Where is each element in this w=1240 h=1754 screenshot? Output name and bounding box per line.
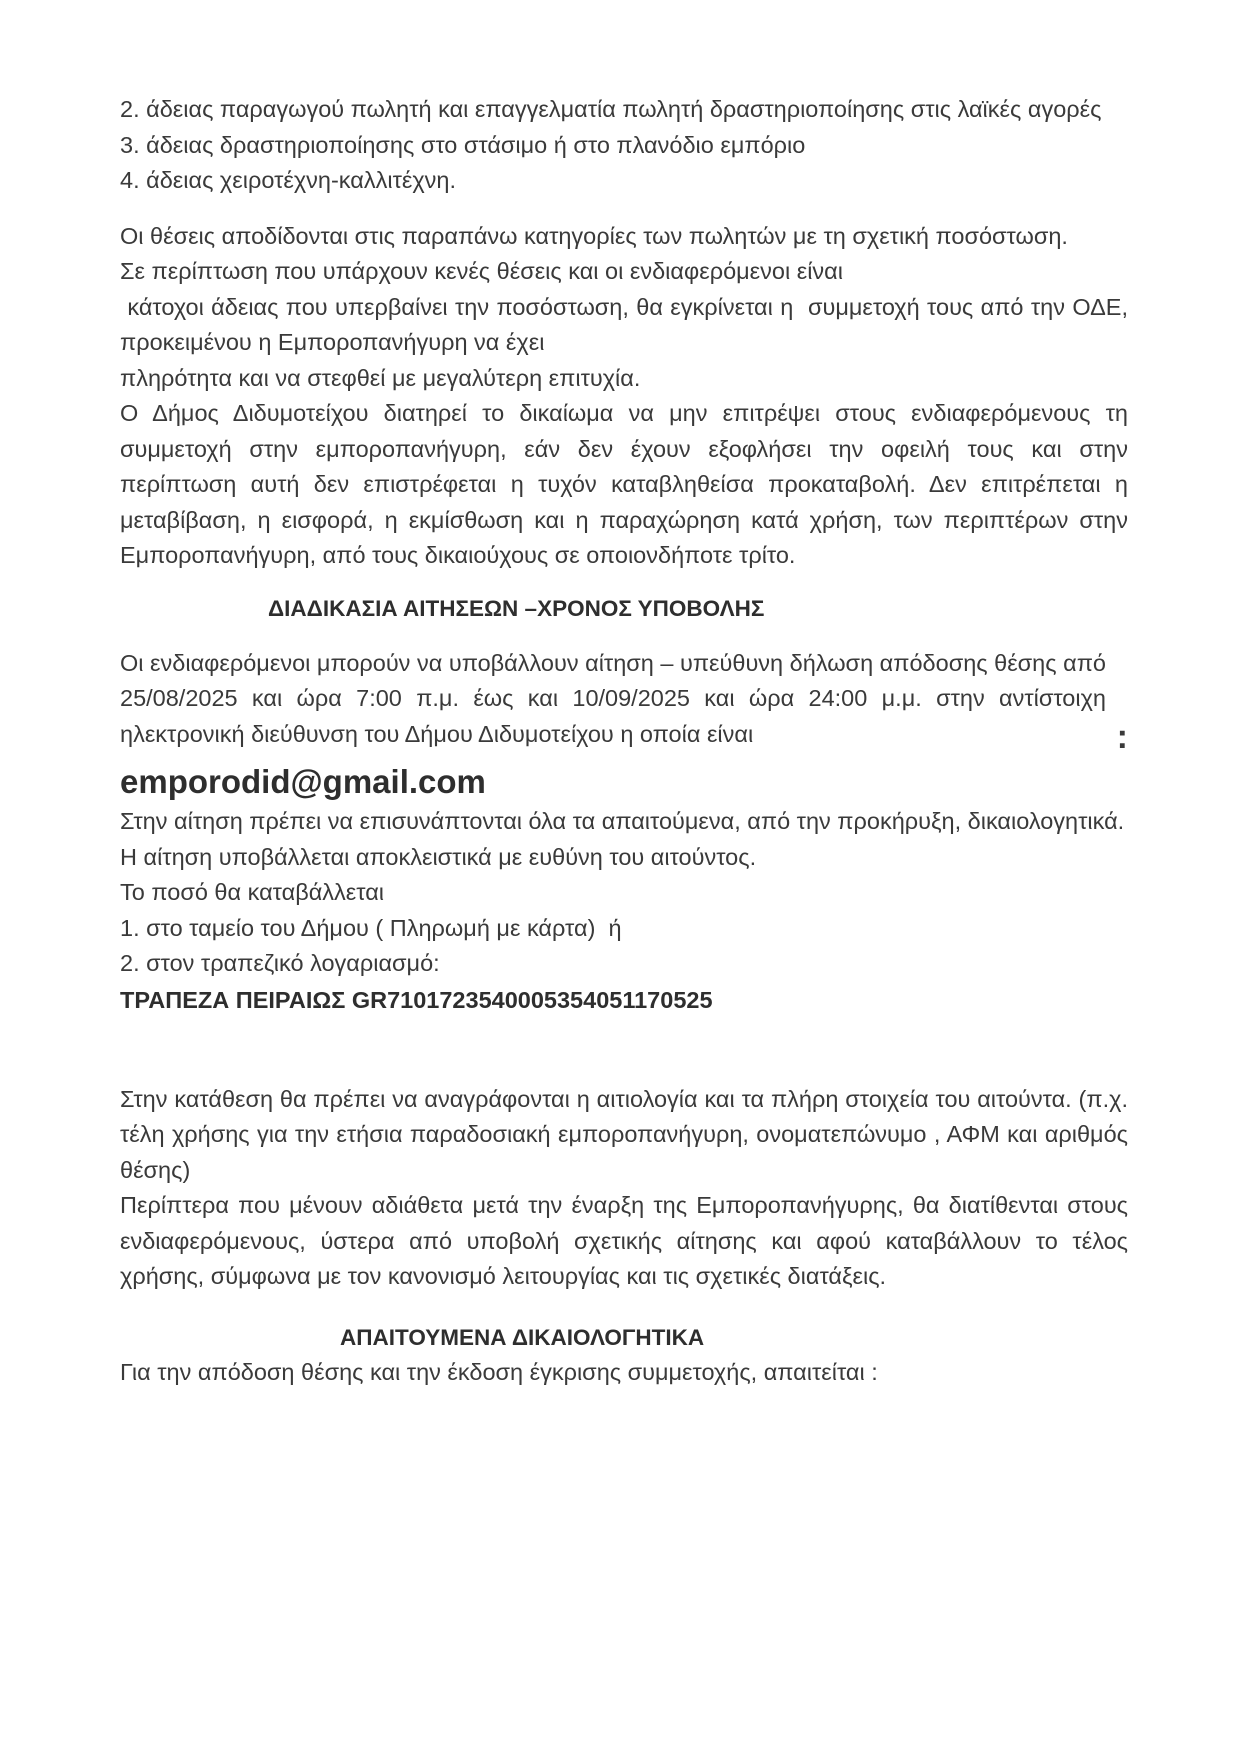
email-address[interactable]: emporodid@gmail.com (120, 763, 486, 800)
positions-paragraph: Οι θέσεις αποδίδονται στις παραπάνω κατηγορίες των πωλητών με τη σχετική ποσόστωση. (120, 222, 1068, 249)
section-heading-applications: ΔΙΑΔΙΚΑΣΙΑ ΑΙΤΗΣΕΩΝ –ΧΡΟΝΟΣ ΥΠΟΒΟΛΗΣ (268, 595, 765, 621)
vacancy-line-3: πληρότητα και να στεφθεί με μεγαλύτερη επιτυχία. (120, 364, 641, 391)
amount-line: Το ποσό θα καταβάλλεται (120, 879, 385, 905)
kiosks-paragraph: Περίπτερα που μένουν αδιάθετα μετά την έναρξη της Εμποροπανήγυρης, θα διατίθενται στους ενδιαφερόμενους, ύστερα από υποβολή σχετικής αίτησης και αφού καταβάλλουν το τέλος χρήσης, σύμφωνα με τον κανονισμό λειτουργίας και τις σχετικές διατάξεις. (120, 1192, 1128, 1289)
list-item-craftsman-license: 4. άδειας χειροτέχνη-καλλιτέχνη. (120, 167, 457, 193)
list-item-stationary-license: 3. άδειας δραστηριοποίησης στο στάσιμο ή στο πλανόδιο εμπόριο (120, 131, 806, 158)
document-page (120, 92, 1135, 1390)
deposit-paragraph: Στην κατάθεση θα πρέπει να αναγράφονται η αιτιολογία και τα πλήρη στοιχεία του αιτούντα. (π.χ. τέλη χρήσης για την ετήσια παραδοσιακή εμποροπανήγυρη, ονοματεπώνυμο , ΑΦΜ και αριθμός θέσης) (120, 1085, 1128, 1183)
responsibility-line: Η αίτηση υποβάλλεται αποκλειστικά με ευθύνη του αιτούντος. (120, 843, 757, 870)
list-item-producer-license: 2. άδειας παραγωγού πωλητή και επαγγελματία πωλητή δραστηριοποίησης στις λαϊκές αγορές (120, 96, 1102, 122)
vacancy-line-2: κάτοχοι άδειας που υπερβαίνει την ποσόστωση, θα εγκρίνεται η συμμετοχή τους από την ΟΔΕ, προκειμένου η Εμποροπανήγυρη να έχει (120, 293, 1135, 355)
application-paragraph: Οι ενδιαφερόμενοι μπορούν να υποβάλλουν αίτηση – υπεύθυνη δήλωση απόδοσης θέσης από 25/08/2025 και ώρα 7:00 π.μ. έως και 10/09/2025 και ώρα 24:00 μ.μ. στην αντίστοιχη ηλεκτρονική διεύθυνση του Δήμου Διδυμοτείχου η οποία είναι (120, 649, 1120, 747)
attachments-paragraph: Στην αίτηση πρέπει να επισυνάπτονται όλα τα απαιτούμενα, από την προκήρυξη, δικαιολογητικά. (120, 808, 1125, 834)
payment-option-cashier: 1. στο ταμείο του Δήμου ( Πληρωμή με κάρτα) ή (120, 914, 622, 941)
vacancy-line-1: Σε περίπτωση που υπάρχουν κενές θέσεις και οι ενδιαφερόμενοι είναι (120, 258, 843, 284)
requirements-line: Για την απόδοση θέσης και την έκδοση έγκρισης συμμετοχής, απαιτείται : (120, 1358, 878, 1385)
section-heading-requirements: ΑΠΑΙΤΟΥΜΕΝΑ ΔΙΚΑΙΟΛΟΓΗΤΙΚΑ (340, 1324, 705, 1350)
payment-option-bank: 2. στον τραπεζικό λογαριασμό: (120, 950, 440, 976)
colon-mark: : (1116, 717, 1128, 756)
application-paragraph-block (120, 646, 1128, 756)
municipality-paragraph: Ο Δήμος Διδυμοτείχου διατηρεί το δικαίωμα να μην επιτρέψει στους ενδιαφερόμενους τη συμμετοχή στην εμποροπανήγυρη, εάν δεν έχουν εξοφλήσει την οφειλή τους και στην περίπτωση αυτή δεν επιστρέφεται η τυχόν καταβληθείσα προκαταβολή. Δεν επιτρέπεται η μεταβίβαση, η εισφορά, η εκμίσθωση και η παραχώρηση κατά χρήση, των περιπτέρων στην Εμποροπανήγυρη, από τους δικαιούχους σε οποιονδήποτε τρίτο. (120, 400, 1128, 568)
bank-account: ΤΡΑΠΕΖΑ ΠΕΙΡΑΙΩΣ GR7101723540005354051170525 (120, 986, 713, 1013)
